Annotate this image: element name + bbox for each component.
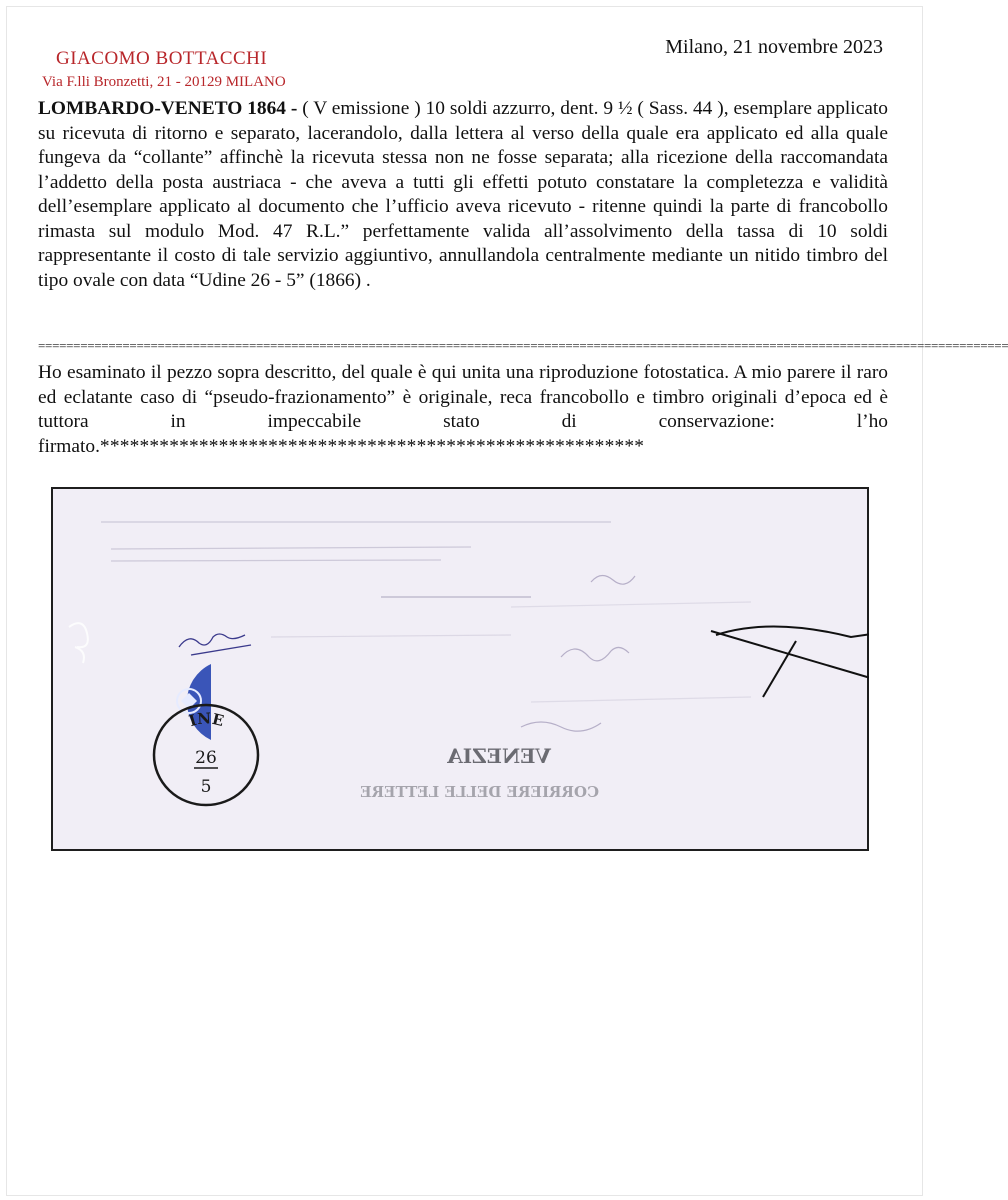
svg-text:INE — [187, 709, 226, 730]
separator-line: ========================================================================================================================================== — [38, 338, 1008, 353]
expert-address: Via F.lli Bronzetti, 21 - 20129 MILANO — [42, 74, 286, 90]
certificate-statement — [38, 361, 888, 459]
postmark — [154, 705, 258, 805]
certificate-text: Ho esaminato il pezzo sopra descritto, del quale è qui unita una riproduzione fotostatica. A mio parere il raro ed eclatante caso di “pseudo-frazionamento” è originale, reca francobollo e timbro originali d’epoca ed è tuttora in impeccabile stato di conservazione: l’ho firmato. — [38, 362, 888, 457]
certificate-stars: ******************************************************* — [99, 435, 645, 457]
postmark-town: INE — [186, 709, 226, 731]
item-title: LOMBARDO-VENETO 1864 - — [38, 98, 298, 119]
expert-name: GIACOMO BOTTACCHI — [56, 48, 268, 69]
certificate-date: Milano, 21 novembre 2023 — [665, 36, 883, 58]
mirrored-word-2: CORRIERE DELLE LETTERE — [360, 783, 599, 801]
mirrored-word-1: VENEZIA — [447, 744, 551, 768]
postmark-day: 26 — [195, 748, 217, 768]
item-description — [38, 97, 888, 293]
item-description-text: ( V emissione ) 10 soldi azzurro, dent. 9 ½ ( Sass. 44 ), esemplare applicato su ricevuta di ritorno e separato, lacerandolo, dalla lettera al verso della quale era applicato ed alla quale fungeva da “collante” affinchè la ricevuta stessa non ne fosse separata; alla ricezione della raccomandata l’addetto della posta austriaca - che aveva a tutti gli effetti potuto constatare la completezza e validità dell’esemplare applicato al documento che l’ufficio aveva ricevuto - ritenne quindi la parte di francobollo rimasta sul modulo Mod. 47 R.L.” perfettamente valida all’assolvimento della tassa di 10 soldi rappresentante il costo di tale servizio aggiuntivo, annullandola centralmente mediante un nitido timbro del tipo ovale con data “Udine 26 - 5” (1866) . — [38, 98, 888, 291]
receipt-drawing — [51, 487, 869, 851]
document-photo — [51, 487, 869, 851]
postmark-month: 5 — [200, 777, 212, 797]
